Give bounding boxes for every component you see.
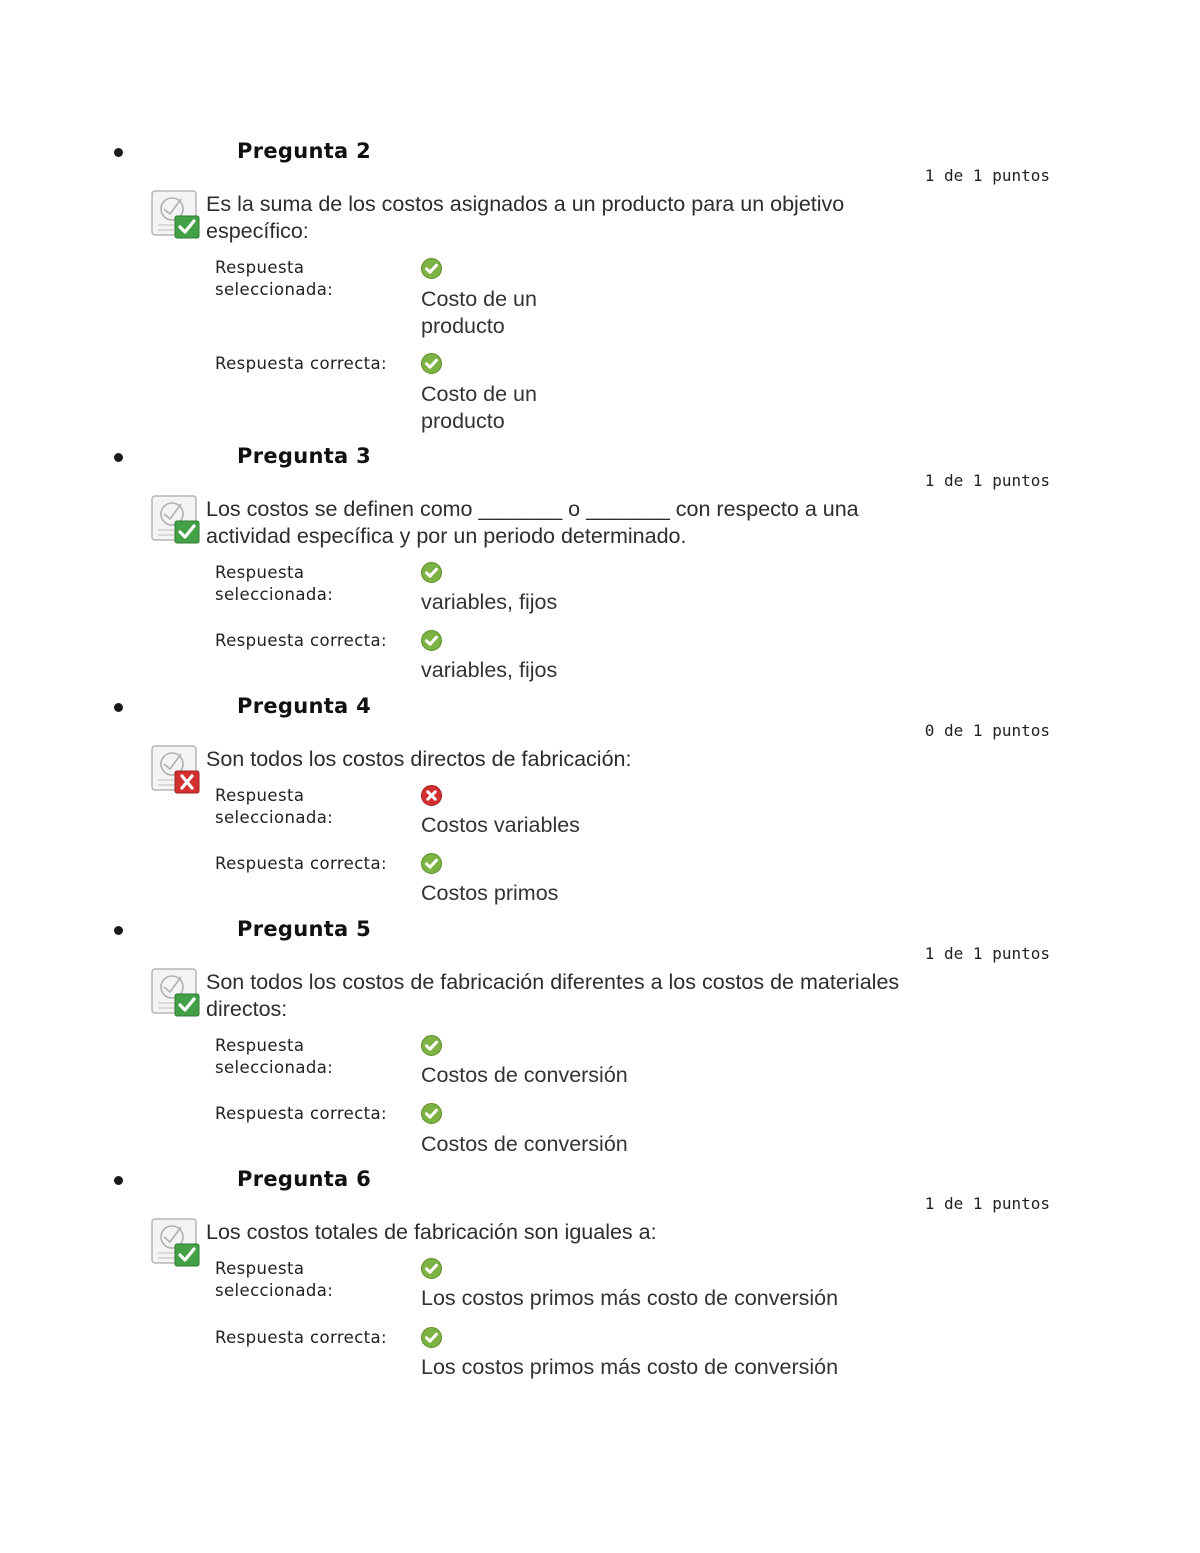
cross-icon xyxy=(421,785,442,806)
question-title: Pregunta 4 xyxy=(237,694,372,718)
selected-answer-label: Respuesta seleccionada: xyxy=(215,563,334,604)
correct-question-icon xyxy=(150,189,202,239)
correct-answer: variables, fijos xyxy=(421,658,558,682)
correct-answer: Costos primos xyxy=(421,881,559,905)
selected-answer: variables, fijos xyxy=(421,590,558,614)
question-title: Pregunta 5 xyxy=(237,917,372,941)
selected-answer-label: Respuesta seleccionada: xyxy=(215,258,334,299)
correct-answer-label: Respuesta correcta: xyxy=(215,1328,388,1347)
check-icon xyxy=(421,258,442,279)
selected-answer-label: Respuesta seleccionada: xyxy=(215,1036,334,1077)
selected-answer-label: Respuesta seleccionada: xyxy=(215,1259,334,1300)
correct-answer-label: Respuesta correcta: xyxy=(215,854,388,873)
check-icon xyxy=(421,1258,442,1279)
check-icon xyxy=(421,853,442,874)
question-text: Son todos los costos directos de fabricación: xyxy=(206,747,632,771)
question-title: Pregunta 2 xyxy=(237,139,372,163)
question-points: 1 de 1 puntos xyxy=(924,1194,1050,1213)
question-points: 0 de 1 puntos xyxy=(924,721,1050,740)
question-points: 1 de 1 puntos xyxy=(924,471,1050,490)
question-points: 1 de 1 puntos xyxy=(924,944,1050,963)
list-bullet xyxy=(114,453,123,462)
question-text: Los costos totales de fabricación son iguales a: xyxy=(206,1220,657,1244)
correct-answer-label: Respuesta correcta: xyxy=(215,631,388,650)
incorrect-question-icon xyxy=(150,744,202,794)
correct-answer-label: Respuesta correcta: xyxy=(215,1104,388,1123)
correct-question-icon xyxy=(150,494,202,544)
question-text: Son todos los costos de fabricación diferentes a los costos de materiales directos: xyxy=(206,970,900,1021)
check-icon xyxy=(421,353,442,374)
question-text: Los costos se definen como _______ o _______ con respecto a una actividad específica y por un periodo determinado. xyxy=(206,497,859,548)
question-text: Es la suma de los costos asignados a un producto para un objetivo específico: xyxy=(206,192,845,243)
question-title: Pregunta 3 xyxy=(237,444,372,468)
correct-question-icon xyxy=(150,1217,202,1267)
selected-answer: Costo de un producto xyxy=(421,287,537,338)
selected-answer: Costos variables xyxy=(421,813,580,837)
correct-answer-label: Respuesta correcta: xyxy=(215,354,388,373)
correct-answer: Los costos primos más costo de conversión xyxy=(421,1355,839,1379)
check-icon xyxy=(421,562,442,583)
question-points: 1 de 1 puntos xyxy=(924,166,1050,185)
check-icon xyxy=(421,1327,442,1348)
correct-question-icon xyxy=(150,967,202,1017)
list-bullet xyxy=(114,148,123,157)
selected-answer: Costos de conversión xyxy=(421,1063,628,1087)
check-icon xyxy=(421,1035,442,1056)
selected-answer: Los costos primos más costo de conversión xyxy=(421,1286,839,1310)
list-bullet xyxy=(114,703,123,712)
check-icon xyxy=(421,1103,442,1124)
check-icon xyxy=(421,630,442,651)
list-bullet xyxy=(114,1176,123,1185)
correct-answer: Costos de conversión xyxy=(421,1132,628,1156)
selected-answer-label: Respuesta seleccionada: xyxy=(215,786,334,827)
list-bullet xyxy=(114,926,123,935)
question-title: Pregunta 6 xyxy=(237,1167,372,1191)
correct-answer: Costo de un producto xyxy=(421,382,537,433)
